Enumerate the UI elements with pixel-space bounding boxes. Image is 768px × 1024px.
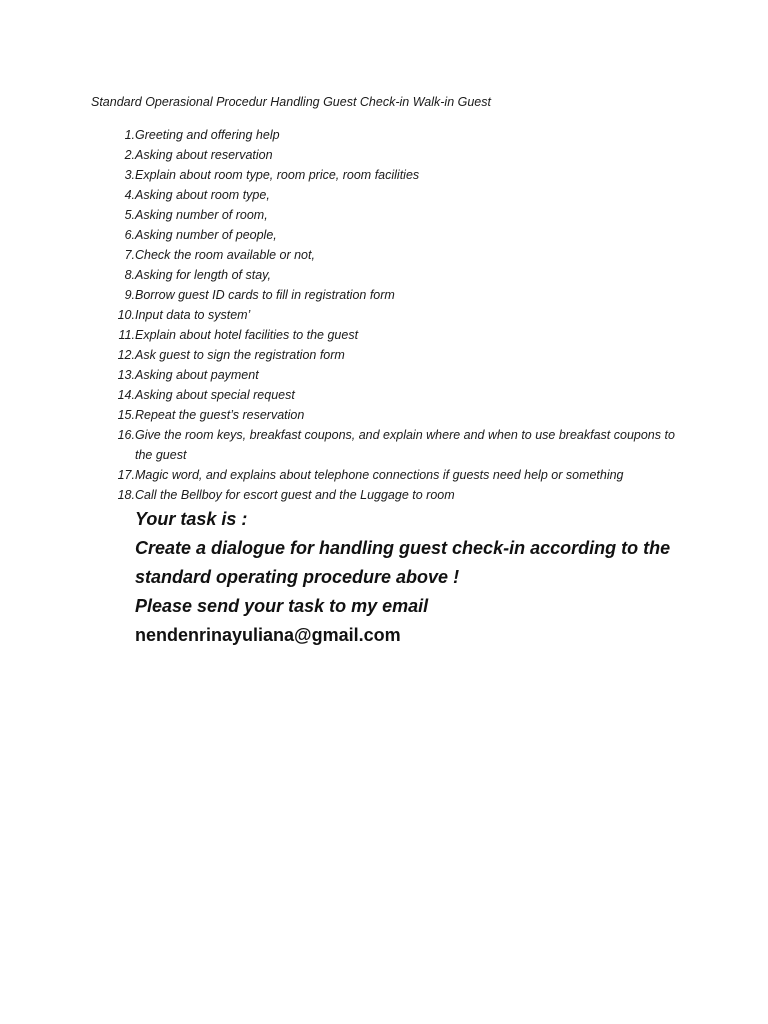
step-text: Ask guest to sign the registration form: [135, 348, 345, 362]
step-number: 18.: [117, 488, 135, 502]
list-item: [91, 185, 691, 205]
step-number: 7.: [124, 248, 135, 262]
step-number: 2.: [124, 148, 135, 162]
list-item: [91, 225, 691, 245]
list-item: [91, 305, 691, 325]
list-item: [91, 125, 691, 145]
list-item: [91, 485, 691, 505]
list-item: [91, 325, 691, 345]
step-text: Explain about hotel facilities to the guest: [135, 328, 359, 342]
step-number: 3.: [124, 168, 135, 182]
step-text: Call the Bellboy for escort guest and the Luggage to room: [135, 488, 455, 502]
list-item: [91, 285, 691, 305]
list-item: [91, 165, 691, 185]
step-text: Give the room keys, breakfast coupons, and explain where and when to use breakfast coupons to the guest: [135, 428, 675, 462]
task-email: nendenrinayuliana@gmail.com: [135, 625, 401, 645]
list-item: [91, 385, 691, 405]
step-number: 9.: [124, 288, 135, 302]
list-item: [91, 245, 691, 265]
list-item: [91, 365, 691, 385]
step-text: Check the room available or not,: [135, 248, 315, 262]
step-text: Greeting and offering help: [135, 128, 280, 142]
step-text: Asking for length of stay,: [135, 268, 271, 282]
step-text: Explain about room type, room price, room facilities: [135, 168, 420, 182]
task-section: [135, 505, 735, 650]
step-text: Asking number of people,: [135, 228, 277, 242]
document-title: Standard Operasional Procedur Handling Guest Check-in Walk-in Guest: [91, 95, 491, 109]
step-number: 4.: [124, 188, 135, 202]
step-number: 16.: [117, 428, 135, 442]
step-text: Asking about room type,: [135, 188, 270, 202]
step-text: Input data to system’: [135, 308, 251, 322]
step-text: Asking number of room,: [135, 208, 268, 222]
step-text: Asking about payment: [135, 368, 259, 382]
step-text: Repeat the guest’s reservation: [135, 408, 305, 422]
step-number: 15.: [117, 408, 135, 422]
list-item: [91, 205, 691, 225]
task-send-line: Please send your task to my email: [135, 596, 429, 616]
procedure-steps-list: [91, 125, 691, 505]
step-number: 14.: [117, 388, 135, 402]
list-item: [91, 405, 691, 425]
step-text: Asking about special request: [135, 388, 295, 402]
step-number: 13.: [117, 368, 135, 382]
task-instruction: Create a dialogue for handling guest check-in according to the standard operating procedure above !: [135, 538, 671, 587]
step-text: Asking about reservation: [135, 148, 273, 162]
step-number: 5.: [124, 208, 135, 222]
list-item: [91, 425, 691, 465]
step-number: 17.: [117, 468, 135, 482]
step-number: 8.: [124, 268, 135, 282]
step-number: 10.: [117, 308, 135, 322]
step-text: Borrow guest ID cards to fill in registration form: [135, 288, 395, 302]
step-number: 12.: [117, 348, 135, 362]
list-item: [91, 265, 691, 285]
step-number: 1.: [124, 128, 135, 142]
list-item: [91, 465, 691, 485]
step-number: 11.: [118, 328, 135, 342]
list-item: [91, 145, 691, 165]
task-heading: Your task is :: [135, 509, 248, 529]
step-text: Magic word, and explains about telephone connections if guests need help or something: [135, 468, 624, 482]
step-number: 6.: [124, 228, 135, 242]
list-item: [91, 345, 691, 365]
